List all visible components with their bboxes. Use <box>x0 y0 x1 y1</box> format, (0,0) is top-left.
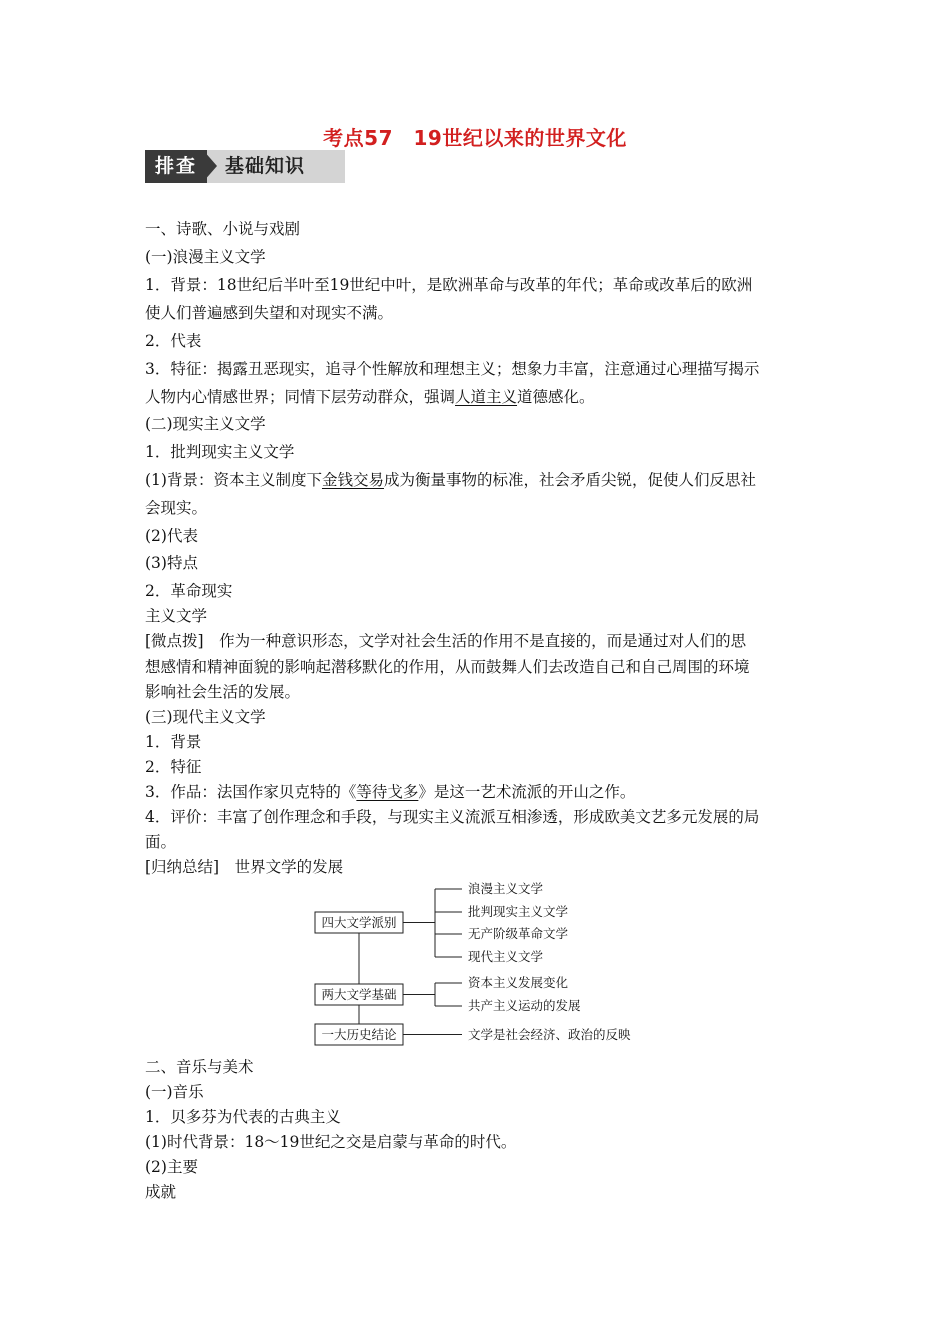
text-segment: 3．作品：法国作家贝克特的《 <box>145 783 357 801</box>
diagram-box-label: 一大历史结论 <box>321 1027 397 1042</box>
diagram-item: 资本主义发展变化 <box>468 975 569 990</box>
text-line: (1)时代背景：18～19世纪之交是启蒙与革命的时代。 <box>145 1133 517 1151</box>
text-line: 1．背景：18世纪后半叶至19世纪中叶，是欧洲革命与改革的年代；革命或改革后的欧洲 <box>145 276 753 294</box>
text-line: 主义文学 <box>145 607 208 625</box>
tip-line: 想感情和精神面貌的影响起潜移默化的作用，从而鼓舞人们去改造自己和自己周围的环境 <box>145 658 750 676</box>
text-line <box>145 470 810 490</box>
text-line: 1．批判现实主义文学 <box>145 443 295 461</box>
text-line <box>145 782 810 802</box>
text-segment: 人物内心情感世界；同情下层劳动群众，强调 <box>145 388 456 406</box>
text-line: 2．革命现实 <box>145 582 233 600</box>
diagram-item: 文学是社会经济、政治的反映 <box>468 1027 631 1042</box>
diagram-box-label: 四大文学派别 <box>321 915 397 930</box>
diagram-item: 无产阶级革命文学 <box>468 926 569 941</box>
text-segment: 》是这一艺术流派的开山之作。 <box>418 783 636 801</box>
tip-line: [微点拨] 作为一种意识形态，文学对社会生活的作用不是直接的，而是通过对人们的思 <box>145 632 747 650</box>
subheading-modernism: (三)现代主义文学 <box>145 708 266 726</box>
heading-poetry: 一、诗歌、小说与戏剧 <box>145 220 301 238</box>
text-line <box>145 387 810 407</box>
underlined-term: 金钱交易 <box>321 471 384 489</box>
section-banner <box>145 150 345 183</box>
diagram-item: 批判现实主义文学 <box>468 904 569 919</box>
banner-arrow-icon <box>203 150 217 182</box>
text-line: (3)特点 <box>145 554 198 572</box>
text-line: 成就 <box>145 1183 177 1201</box>
literature-development-diagram <box>300 875 660 1050</box>
summary-heading: [归纳总结] 世界文学的发展 <box>145 858 344 876</box>
text-line: 1．贝多芬为代表的古典主义 <box>145 1108 341 1126</box>
text-line: 使人们普遍感到失望和对现实不满。 <box>145 304 394 322</box>
subheading-romanticism: (一)浪漫主义文学 <box>145 248 266 266</box>
subheading-music: (一)音乐 <box>145 1083 204 1101</box>
text-segment: 成为衡量事物的标准，社会矛盾尖锐，促使人们反思社 <box>383 471 756 489</box>
text-line: 面。 <box>145 833 177 851</box>
text-line: (2)代表 <box>145 527 198 545</box>
underlined-term: 等待戈多 <box>356 783 419 801</box>
banner-right-label: 基础知识 <box>225 155 306 177</box>
text-segment: (1)背景：资本主义制度下 <box>145 471 322 489</box>
banner-left-label: 排查 <box>145 150 207 183</box>
text-line: 1．背景 <box>145 733 202 751</box>
page-title: 考点57 19世纪以来的世界文化 <box>323 126 627 150</box>
text-line: 4．评价：丰富了创作理念和手段，与现实主义流派互相渗透，形成欧美文艺多元发展的局 <box>145 808 760 826</box>
heading-music-art: 二、音乐与美术 <box>145 1058 254 1076</box>
tip-line: 影响社会生活的发展。 <box>145 683 301 701</box>
text-line: 2．代表 <box>145 332 202 350</box>
diagram-item: 现代主义文学 <box>468 949 544 964</box>
diagram-item: 共产主义运动的发展 <box>468 998 581 1013</box>
subheading-realism: (二)现实主义文学 <box>145 415 266 433</box>
diagram-item: 浪漫主义文学 <box>468 881 544 896</box>
text-line: (2)主要 <box>145 1158 198 1176</box>
text-line: 3．特征：揭露丑恶现实，追寻个性解放和理想主义；想象力丰富，注意通过心理描写揭示 <box>145 360 760 378</box>
underlined-term: 人道主义 <box>455 388 518 406</box>
diagram-box-label: 两大文学基础 <box>321 987 397 1002</box>
text-line: 2．特征 <box>145 758 202 776</box>
text-segment: 道德感化。 <box>517 388 595 406</box>
text-line: 会现实。 <box>145 499 208 517</box>
